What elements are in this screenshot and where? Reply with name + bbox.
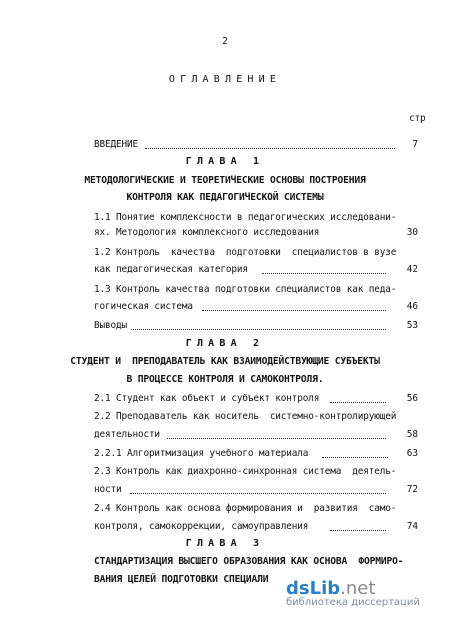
- toc-item-1-2-page: 42: [406, 264, 418, 275]
- toc-conclusions-label: Выводы: [94, 320, 127, 331]
- chapter-2-title-line-2: В ПРОЦЕССЕ КОНТРОЛЯ И САМОКОНТРОЛЯ.: [126, 374, 324, 385]
- toc-leader-dots: [131, 321, 386, 330]
- toc-leader-dots: [167, 430, 386, 439]
- chapter-3-title-line-1: СТАНДАРТИЗАЦИЯ ВЫСШЕГО ОБРАЗОВАНИЯ КАК ОСНОВА ФОРМИРО-: [94, 556, 404, 567]
- toc-intro-page: 7: [412, 139, 418, 150]
- toc-conclusions-page: 53: [406, 320, 418, 331]
- page-column-label: стр: [409, 113, 426, 124]
- chapter-2-heading: ГЛАВА 2: [185, 338, 265, 349]
- toc-item-2-4-line-2: контроля, самокоррекции, самоуправления: [94, 521, 309, 532]
- toc-item-2-2-1-page: 63: [406, 448, 418, 459]
- toc-item-1-1-line-1: 1.1 Понятие комплексности в педагогических исследовани-: [94, 212, 397, 223]
- toc-item-1-3-line-2: гогическая система: [94, 301, 193, 312]
- toc-leader-dots: [145, 140, 395, 149]
- toc-item-2-4-line-1: 2.4 Контроль как основа формирования и развития само-: [94, 503, 397, 514]
- chapter-3-title-line-2: ВАНИЯ ЦЕЛЕЙ ПОДГОТОВКИ СПЕЦИАЛИ: [94, 574, 269, 585]
- page-number: 2: [222, 36, 228, 47]
- toc-item-2-3-page: 72: [406, 484, 418, 495]
- chapter-1-heading: ГЛАВА 1: [185, 156, 265, 167]
- toc-leader-dots: [130, 485, 386, 494]
- toc-leader-dots: [322, 449, 388, 458]
- toc-item-1-2-line-2: как педагогическая категория: [94, 264, 248, 275]
- toc-item-1-1-line-2: ях. Методология комплексного исследования: [94, 227, 320, 238]
- toc-item-2-3-line-1: 2.3 Контроль как диахронно-синхронная система деятель-: [94, 466, 397, 477]
- toc-item-2-3-line-2: ности: [94, 484, 122, 495]
- toc-intro-label: ВВЕДЕНИЕ: [94, 139, 138, 150]
- toc-item-2-2-page: 58: [406, 429, 418, 440]
- chapter-1-title-line-1: МЕТОДОЛОГИЧЕСКИЕ И ТЕОРЕТИЧЕСКИЕ ОСНОВЫ ПОСТРОЕНИЯ: [84, 175, 366, 186]
- toc-item-1-3-page: 46: [406, 301, 418, 312]
- dslib-logo-main: dsLib: [286, 578, 341, 599]
- toc-item-2-4-page: 74: [406, 521, 418, 532]
- toc-leader-dots: [202, 302, 386, 311]
- toc-leader-dots: [330, 522, 386, 531]
- toc-leader-dots: [330, 394, 386, 403]
- contents-title: ОГЛАВЛЕНИЕ: [168, 74, 282, 85]
- chapter-2-title-line-1: СТУДЕНТ И ПРЕПОДАВАТЕЛЬ КАК ВЗАИМОДЕЙСТВУЮЩИЕ СУБЪЕКТЫ: [70, 356, 380, 367]
- toc-item-1-3-line-1: 1.3 Контроль качества подготовки специалистов как педа-: [94, 284, 397, 295]
- toc-item-2-2-1-line-1: 2.2.1 Алгоритмизация учебного материала: [94, 448, 309, 459]
- chapter-1-title-line-2: КОНТРОЛЯ КАК ПЕДАГОГИЧЕСКОЙ СИСТЕМЫ: [126, 192, 324, 203]
- toc-item-2-2-line-1: 2.2 Преподаватель как носитель системно-контролирующей: [94, 411, 397, 422]
- dslib-logo-suffix: .net: [340, 578, 376, 599]
- dslib-watermark[interactable]: [286, 578, 436, 608]
- toc-item-1-1-page: 30: [406, 227, 418, 238]
- toc-item-2-1-page: 56: [406, 393, 418, 404]
- toc-item-2-1-line-1: 2.1 Студент как объект и субъект контроля: [94, 393, 320, 404]
- dslib-logo: [286, 578, 436, 599]
- dslib-subtitle: библиотека диссертаций: [286, 597, 420, 608]
- chapter-3-heading: ГЛАВА 3: [185, 538, 265, 549]
- toc-item-2-2-line-2: деятельности: [94, 429, 160, 440]
- toc-leader-dots: [262, 265, 386, 274]
- toc-item-1-2-line-1: 1.2 Контроль качества подготовки специалистов в вузе: [94, 247, 397, 258]
